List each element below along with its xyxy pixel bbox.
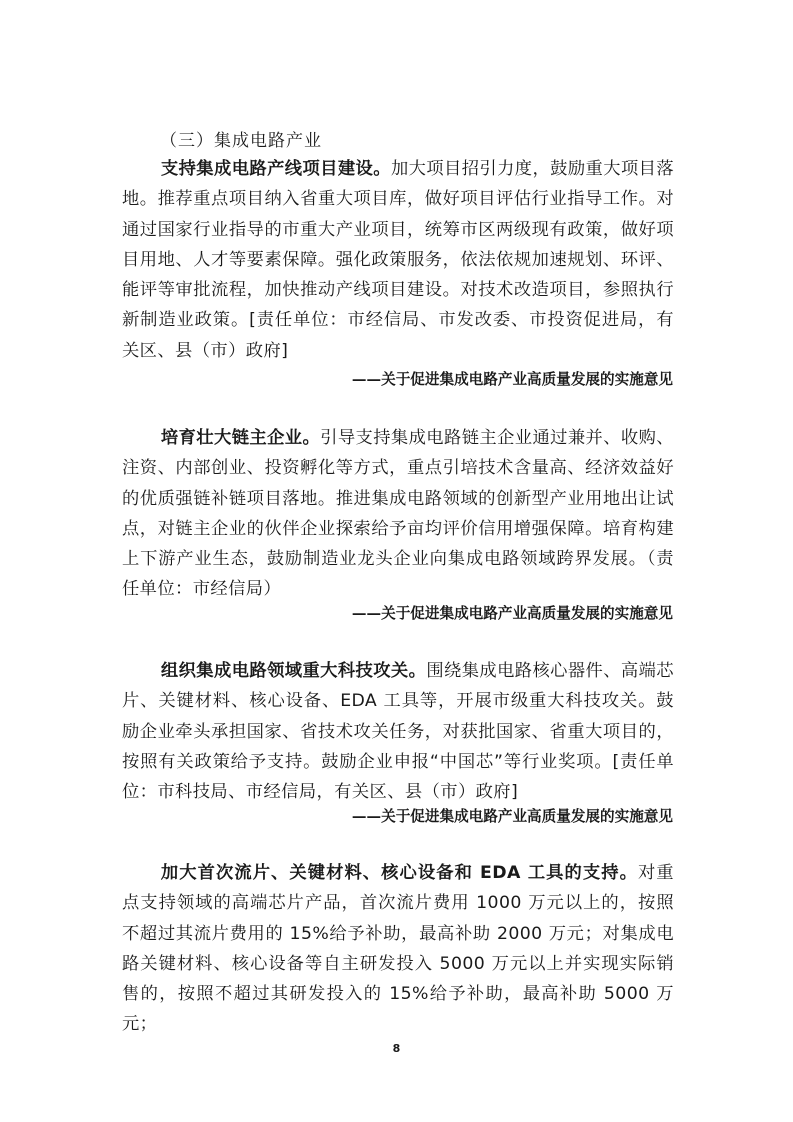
paragraph-2 — [122, 423, 674, 605]
paragraph-3-lead: 组织集成电路领域重大科技攻关。 — [160, 661, 427, 681]
page-number: 8 — [392, 1042, 401, 1055]
paragraph-1-body: 加大项目招引力度，鼓励重大项目落地。推荐重点项目纳入省重大项目库，做好项目评估行业指导工作。对通过国家行业指导的市重大产业项目，统筹市区两级现有政策，做好项目用地、人才等要素保障。强化政策服务，依法依规加速规划、环评、能评等审批流程，加快推动产线项目建设。对技术改造项目，参照执行新制造业政策。[责任单位：市经信局、市发改委、市投资促进局，有关区、县（市）政府] — [122, 159, 675, 361]
paragraph-4 — [122, 858, 674, 1040]
paragraph-2-lead: 培育壮大链主企业。 — [160, 428, 321, 448]
source-citation-1: ——关于促进集成电路产业高质量发展的实施意见 — [351, 371, 673, 388]
paragraph-3-body: 围绕集成电路核心器件、高端芯片、关键材料、核心设备、EDA 工具等，开展市级重大科技攻关。鼓励企业牵头承担国家、省技术攻关任务，对获批国家、省重大项目的，按照有关政策给予支持。鼓励企业申报“中国芯”等行业奖项。[责任单位：市科技局、市经信局，有关区、县（市）政府] — [122, 661, 674, 803]
paragraph-4-body: 对重点支持领域的高端芯片产品，首次流片费用 1000 万元以上的，按照不超过其流片费用的 15%给予补助，最高补助 2000 万元；对集成电路关键材料、核心设备等自主研发投入 5000 万元以上并实现实际销售的，按照不超过其研发投入的 15%给予补助，最高补助 5000 万元； — [122, 863, 674, 1035]
section-heading: （三）集成电路产业 — [160, 131, 322, 151]
paragraph-4-lead: 加大首次流片、关键材料、核心设备和 EDA 工具的支持。 — [160, 863, 638, 883]
paragraph-3 — [122, 656, 674, 807]
source-citation-2: ——关于促进集成电路产业高质量发展的实施意见 — [351, 605, 673, 622]
source-citation-3: ——关于促进集成电路产业高质量发展的实施意见 — [351, 808, 673, 825]
paragraph-2-body: 引导支持集成电路链主企业通过兼并、收购、注资、内部创业、投资孵化等方式，重点引培技术含量高、经济效益好的优质强链补链项目落地。推进集成电路领域的创新型产业用地出让试点，对链主企业的伙伴企业探索给予亩均评价信用增强保障。培育构建上下游产业生态，鼓励制造业龙头企业向集成电路领域跨界发展。（责任单位：市经信局） — [122, 428, 674, 600]
paragraph-1 — [122, 154, 674, 366]
paragraph-1-lead: 支持集成电路产线项目建设。 — [160, 159, 391, 179]
